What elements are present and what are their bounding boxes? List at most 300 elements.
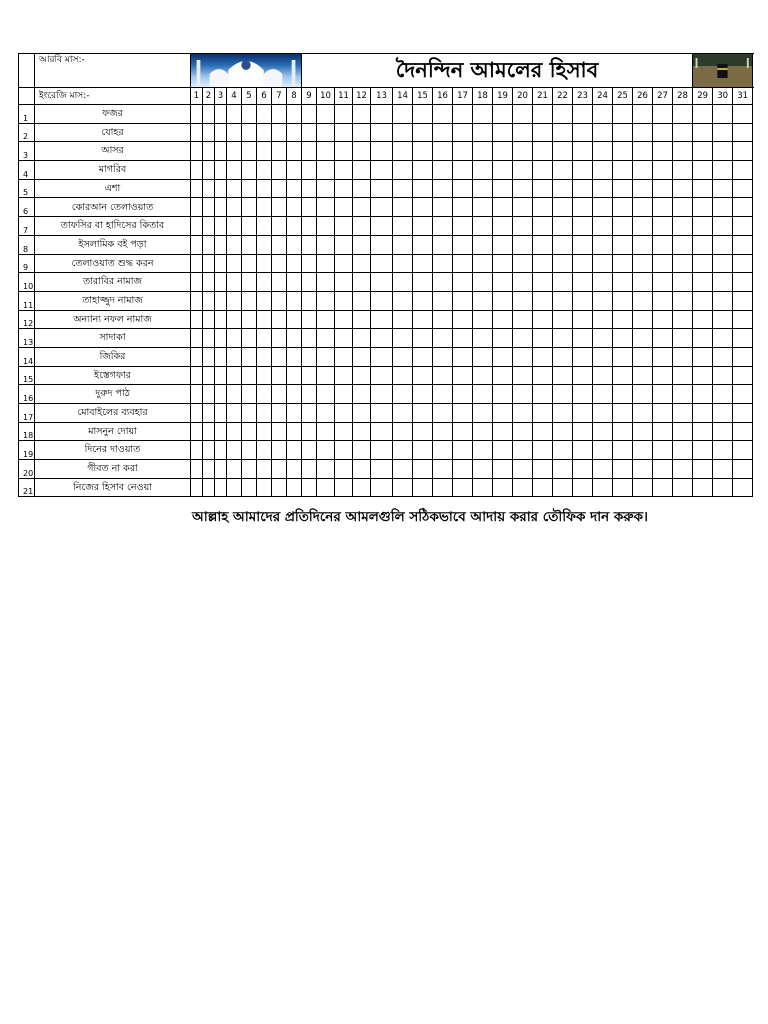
day-check-cell[interactable] <box>733 422 753 441</box>
day-check-cell[interactable] <box>272 422 287 441</box>
day-check-cell[interactable] <box>215 366 227 385</box>
day-check-cell[interactable] <box>673 161 693 180</box>
day-check-cell[interactable] <box>203 478 215 497</box>
day-check-cell[interactable] <box>473 254 493 273</box>
day-check-cell[interactable] <box>453 198 473 217</box>
day-check-cell[interactable] <box>713 291 733 310</box>
day-check-cell[interactable] <box>513 105 533 124</box>
day-check-cell[interactable] <box>287 422 302 441</box>
day-check-cell[interactable] <box>573 179 593 198</box>
day-check-cell[interactable] <box>573 441 593 460</box>
day-check-cell[interactable] <box>613 254 633 273</box>
day-check-cell[interactable] <box>371 123 393 142</box>
day-check-cell[interactable] <box>413 273 433 292</box>
day-check-cell[interactable] <box>633 404 653 423</box>
day-check-cell[interactable] <box>191 179 203 198</box>
day-check-cell[interactable] <box>633 366 653 385</box>
day-check-cell[interactable] <box>633 161 653 180</box>
day-check-cell[interactable] <box>242 273 257 292</box>
day-check-cell[interactable] <box>613 310 633 329</box>
day-check-cell[interactable] <box>693 404 713 423</box>
day-check-cell[interactable] <box>191 422 203 441</box>
day-check-cell[interactable] <box>257 347 272 366</box>
day-check-cell[interactable] <box>371 198 393 217</box>
day-check-cell[interactable] <box>353 198 371 217</box>
day-check-cell[interactable] <box>693 310 713 329</box>
day-check-cell[interactable] <box>433 329 453 348</box>
day-check-cell[interactable] <box>453 273 473 292</box>
day-check-cell[interactable] <box>272 254 287 273</box>
day-check-cell[interactable] <box>633 105 653 124</box>
day-check-cell[interactable] <box>453 142 473 161</box>
day-check-cell[interactable] <box>257 198 272 217</box>
day-check-cell[interactable] <box>493 273 513 292</box>
day-check-cell[interactable] <box>393 161 413 180</box>
day-check-cell[interactable] <box>242 198 257 217</box>
day-check-cell[interactable] <box>287 404 302 423</box>
day-check-cell[interactable] <box>693 105 713 124</box>
day-check-cell[interactable] <box>215 310 227 329</box>
day-check-cell[interactable] <box>317 404 335 423</box>
day-check-cell[interactable] <box>613 460 633 479</box>
day-check-cell[interactable] <box>673 441 693 460</box>
day-check-cell[interactable] <box>413 478 433 497</box>
day-check-cell[interactable] <box>713 441 733 460</box>
day-check-cell[interactable] <box>302 217 317 236</box>
day-check-cell[interactable] <box>513 198 533 217</box>
day-check-cell[interactable] <box>533 235 553 254</box>
day-check-cell[interactable] <box>272 235 287 254</box>
day-check-cell[interactable] <box>713 179 733 198</box>
day-check-cell[interactable] <box>413 179 433 198</box>
day-check-cell[interactable] <box>353 142 371 161</box>
day-check-cell[interactable] <box>493 235 513 254</box>
day-check-cell[interactable] <box>733 366 753 385</box>
day-check-cell[interactable] <box>317 217 335 236</box>
day-check-cell[interactable] <box>353 310 371 329</box>
day-check-cell[interactable] <box>533 179 553 198</box>
day-check-cell[interactable] <box>302 161 317 180</box>
day-check-cell[interactable] <box>393 179 413 198</box>
day-check-cell[interactable] <box>713 404 733 423</box>
day-check-cell[interactable] <box>733 310 753 329</box>
day-check-cell[interactable] <box>613 422 633 441</box>
day-check-cell[interactable] <box>533 385 553 404</box>
day-check-cell[interactable] <box>613 142 633 161</box>
day-check-cell[interactable] <box>533 478 553 497</box>
day-check-cell[interactable] <box>257 105 272 124</box>
day-check-cell[interactable] <box>215 217 227 236</box>
day-check-cell[interactable] <box>203 179 215 198</box>
day-check-cell[interactable] <box>573 422 593 441</box>
day-check-cell[interactable] <box>317 198 335 217</box>
day-check-cell[interactable] <box>613 385 633 404</box>
day-check-cell[interactable] <box>433 478 453 497</box>
day-check-cell[interactable] <box>533 217 553 236</box>
day-check-cell[interactable] <box>433 235 453 254</box>
day-check-cell[interactable] <box>257 404 272 423</box>
day-check-cell[interactable] <box>257 310 272 329</box>
day-check-cell[interactable] <box>203 385 215 404</box>
day-check-cell[interactable] <box>473 198 493 217</box>
day-check-cell[interactable] <box>272 310 287 329</box>
day-check-cell[interactable] <box>353 366 371 385</box>
day-check-cell[interactable] <box>473 478 493 497</box>
day-check-cell[interactable] <box>203 123 215 142</box>
day-check-cell[interactable] <box>317 385 335 404</box>
day-check-cell[interactable] <box>473 404 493 423</box>
day-check-cell[interactable] <box>533 460 553 479</box>
day-check-cell[interactable] <box>215 329 227 348</box>
day-check-cell[interactable] <box>393 254 413 273</box>
day-check-cell[interactable] <box>573 235 593 254</box>
day-check-cell[interactable] <box>227 217 242 236</box>
day-check-cell[interactable] <box>573 123 593 142</box>
day-check-cell[interactable] <box>215 385 227 404</box>
day-check-cell[interactable] <box>272 347 287 366</box>
day-check-cell[interactable] <box>673 179 693 198</box>
day-check-cell[interactable] <box>553 347 573 366</box>
day-check-cell[interactable] <box>335 273 353 292</box>
day-check-cell[interactable] <box>513 422 533 441</box>
day-check-cell[interactable] <box>673 404 693 423</box>
day-check-cell[interactable] <box>713 105 733 124</box>
day-check-cell[interactable] <box>287 291 302 310</box>
day-check-cell[interactable] <box>317 422 335 441</box>
day-check-cell[interactable] <box>573 347 593 366</box>
day-check-cell[interactable] <box>393 123 413 142</box>
day-check-cell[interactable] <box>317 273 335 292</box>
day-check-cell[interactable] <box>371 310 393 329</box>
day-check-cell[interactable] <box>257 273 272 292</box>
day-check-cell[interactable] <box>473 235 493 254</box>
day-check-cell[interactable] <box>553 254 573 273</box>
day-check-cell[interactable] <box>242 385 257 404</box>
day-check-cell[interactable] <box>473 441 493 460</box>
day-check-cell[interactable] <box>413 161 433 180</box>
day-check-cell[interactable] <box>553 198 573 217</box>
day-check-cell[interactable] <box>317 441 335 460</box>
day-check-cell[interactable] <box>653 123 673 142</box>
day-check-cell[interactable] <box>371 254 393 273</box>
day-check-cell[interactable] <box>613 235 633 254</box>
day-check-cell[interactable] <box>473 142 493 161</box>
day-check-cell[interactable] <box>673 217 693 236</box>
day-check-cell[interactable] <box>257 179 272 198</box>
day-check-cell[interactable] <box>733 347 753 366</box>
day-check-cell[interactable] <box>413 105 433 124</box>
day-check-cell[interactable] <box>713 123 733 142</box>
day-check-cell[interactable] <box>573 478 593 497</box>
day-check-cell[interactable] <box>533 366 553 385</box>
day-check-cell[interactable] <box>335 105 353 124</box>
day-check-cell[interactable] <box>335 179 353 198</box>
day-check-cell[interactable] <box>371 478 393 497</box>
day-check-cell[interactable] <box>513 404 533 423</box>
day-check-cell[interactable] <box>371 347 393 366</box>
day-check-cell[interactable] <box>191 291 203 310</box>
day-check-cell[interactable] <box>203 291 215 310</box>
day-check-cell[interactable] <box>413 441 433 460</box>
day-check-cell[interactable] <box>493 460 513 479</box>
day-check-cell[interactable] <box>533 347 553 366</box>
day-check-cell[interactable] <box>215 198 227 217</box>
day-check-cell[interactable] <box>633 142 653 161</box>
day-check-cell[interactable] <box>353 105 371 124</box>
day-check-cell[interactable] <box>673 385 693 404</box>
day-check-cell[interactable] <box>453 404 473 423</box>
day-check-cell[interactable] <box>673 142 693 161</box>
day-check-cell[interactable] <box>433 422 453 441</box>
day-check-cell[interactable] <box>733 161 753 180</box>
day-check-cell[interactable] <box>613 273 633 292</box>
day-check-cell[interactable] <box>473 460 493 479</box>
day-check-cell[interactable] <box>513 366 533 385</box>
day-check-cell[interactable] <box>215 105 227 124</box>
day-check-cell[interactable] <box>593 273 613 292</box>
day-check-cell[interactable] <box>593 478 613 497</box>
day-check-cell[interactable] <box>227 161 242 180</box>
day-check-cell[interactable] <box>453 366 473 385</box>
day-check-cell[interactable] <box>413 123 433 142</box>
day-check-cell[interactable] <box>433 123 453 142</box>
day-check-cell[interactable] <box>371 366 393 385</box>
day-check-cell[interactable] <box>203 329 215 348</box>
day-check-cell[interactable] <box>227 198 242 217</box>
day-check-cell[interactable] <box>513 123 533 142</box>
day-check-cell[interactable] <box>593 329 613 348</box>
day-check-cell[interactable] <box>693 161 713 180</box>
day-check-cell[interactable] <box>533 105 553 124</box>
day-check-cell[interactable] <box>513 478 533 497</box>
day-check-cell[interactable] <box>573 198 593 217</box>
day-check-cell[interactable] <box>393 478 413 497</box>
day-check-cell[interactable] <box>573 217 593 236</box>
day-check-cell[interactable] <box>393 329 413 348</box>
day-check-cell[interactable] <box>653 142 673 161</box>
day-check-cell[interactable] <box>302 478 317 497</box>
day-check-cell[interactable] <box>433 366 453 385</box>
day-check-cell[interactable] <box>733 142 753 161</box>
day-check-cell[interactable] <box>227 273 242 292</box>
day-check-cell[interactable] <box>433 441 453 460</box>
day-check-cell[interactable] <box>633 198 653 217</box>
day-check-cell[interactable] <box>633 273 653 292</box>
day-check-cell[interactable] <box>613 217 633 236</box>
day-check-cell[interactable] <box>302 385 317 404</box>
day-check-cell[interactable] <box>191 478 203 497</box>
day-check-cell[interactable] <box>433 198 453 217</box>
day-check-cell[interactable] <box>317 460 335 479</box>
day-check-cell[interactable] <box>593 179 613 198</box>
day-check-cell[interactable] <box>713 161 733 180</box>
day-check-cell[interactable] <box>453 329 473 348</box>
day-check-cell[interactable] <box>593 366 613 385</box>
day-check-cell[interactable] <box>215 142 227 161</box>
day-check-cell[interactable] <box>227 460 242 479</box>
day-check-cell[interactable] <box>227 404 242 423</box>
day-check-cell[interactable] <box>215 291 227 310</box>
day-check-cell[interactable] <box>272 105 287 124</box>
day-check-cell[interactable] <box>353 179 371 198</box>
day-check-cell[interactable] <box>473 291 493 310</box>
day-check-cell[interactable] <box>593 347 613 366</box>
day-check-cell[interactable] <box>203 347 215 366</box>
day-check-cell[interactable] <box>433 217 453 236</box>
day-check-cell[interactable] <box>242 347 257 366</box>
day-check-cell[interactable] <box>203 235 215 254</box>
day-check-cell[interactable] <box>257 291 272 310</box>
day-check-cell[interactable] <box>302 254 317 273</box>
day-check-cell[interactable] <box>473 347 493 366</box>
day-check-cell[interactable] <box>453 217 473 236</box>
day-check-cell[interactable] <box>287 310 302 329</box>
day-check-cell[interactable] <box>433 273 453 292</box>
day-check-cell[interactable] <box>317 329 335 348</box>
day-check-cell[interactable] <box>317 366 335 385</box>
day-check-cell[interactable] <box>553 123 573 142</box>
day-check-cell[interactable] <box>287 179 302 198</box>
day-check-cell[interactable] <box>693 347 713 366</box>
day-check-cell[interactable] <box>693 123 713 142</box>
day-check-cell[interactable] <box>733 235 753 254</box>
day-check-cell[interactable] <box>653 217 673 236</box>
day-check-cell[interactable] <box>371 179 393 198</box>
day-check-cell[interactable] <box>593 161 613 180</box>
day-check-cell[interactable] <box>473 273 493 292</box>
day-check-cell[interactable] <box>353 478 371 497</box>
day-check-cell[interactable] <box>593 217 613 236</box>
day-check-cell[interactable] <box>573 161 593 180</box>
day-check-cell[interactable] <box>317 291 335 310</box>
day-check-cell[interactable] <box>215 347 227 366</box>
day-check-cell[interactable] <box>393 385 413 404</box>
day-check-cell[interactable] <box>553 366 573 385</box>
day-check-cell[interactable] <box>593 422 613 441</box>
day-check-cell[interactable] <box>513 217 533 236</box>
day-check-cell[interactable] <box>272 366 287 385</box>
day-check-cell[interactable] <box>713 460 733 479</box>
day-check-cell[interactable] <box>335 329 353 348</box>
day-check-cell[interactable] <box>553 291 573 310</box>
day-check-cell[interactable] <box>302 235 317 254</box>
day-check-cell[interactable] <box>242 441 257 460</box>
day-check-cell[interactable] <box>242 235 257 254</box>
day-check-cell[interactable] <box>413 310 433 329</box>
day-check-cell[interactable] <box>693 478 713 497</box>
day-check-cell[interactable] <box>302 347 317 366</box>
day-check-cell[interactable] <box>335 217 353 236</box>
day-check-cell[interactable] <box>673 460 693 479</box>
day-check-cell[interactable] <box>593 404 613 423</box>
day-check-cell[interactable] <box>513 235 533 254</box>
day-check-cell[interactable] <box>353 273 371 292</box>
day-check-cell[interactable] <box>733 123 753 142</box>
day-check-cell[interactable] <box>613 123 633 142</box>
day-check-cell[interactable] <box>653 198 673 217</box>
day-check-cell[interactable] <box>227 478 242 497</box>
day-check-cell[interactable] <box>302 179 317 198</box>
day-check-cell[interactable] <box>215 460 227 479</box>
day-check-cell[interactable] <box>593 385 613 404</box>
day-check-cell[interactable] <box>453 441 473 460</box>
day-check-cell[interactable] <box>257 329 272 348</box>
day-check-cell[interactable] <box>433 347 453 366</box>
day-check-cell[interactable] <box>335 385 353 404</box>
day-check-cell[interactable] <box>553 142 573 161</box>
day-check-cell[interactable] <box>693 366 713 385</box>
day-check-cell[interactable] <box>453 460 473 479</box>
day-check-cell[interactable] <box>493 422 513 441</box>
day-check-cell[interactable] <box>493 198 513 217</box>
day-check-cell[interactable] <box>191 347 203 366</box>
day-check-cell[interactable] <box>227 179 242 198</box>
day-check-cell[interactable] <box>553 161 573 180</box>
day-check-cell[interactable] <box>287 161 302 180</box>
day-check-cell[interactable] <box>473 179 493 198</box>
day-check-cell[interactable] <box>413 254 433 273</box>
day-check-cell[interactable] <box>713 422 733 441</box>
day-check-cell[interactable] <box>613 198 633 217</box>
day-check-cell[interactable] <box>413 198 433 217</box>
day-check-cell[interactable] <box>353 161 371 180</box>
day-check-cell[interactable] <box>317 478 335 497</box>
day-check-cell[interactable] <box>473 329 493 348</box>
day-check-cell[interactable] <box>272 404 287 423</box>
day-check-cell[interactable] <box>287 273 302 292</box>
day-check-cell[interactable] <box>653 105 673 124</box>
day-check-cell[interactable] <box>553 217 573 236</box>
day-check-cell[interactable] <box>733 105 753 124</box>
day-check-cell[interactable] <box>257 254 272 273</box>
day-check-cell[interactable] <box>227 142 242 161</box>
day-check-cell[interactable] <box>242 478 257 497</box>
day-check-cell[interactable] <box>413 142 433 161</box>
day-check-cell[interactable] <box>693 441 713 460</box>
day-check-cell[interactable] <box>573 310 593 329</box>
day-check-cell[interactable] <box>533 254 553 273</box>
day-check-cell[interactable] <box>191 366 203 385</box>
day-check-cell[interactable] <box>287 441 302 460</box>
day-check-cell[interactable] <box>272 273 287 292</box>
day-check-cell[interactable] <box>335 310 353 329</box>
day-check-cell[interactable] <box>473 310 493 329</box>
day-check-cell[interactable] <box>453 105 473 124</box>
day-check-cell[interactable] <box>733 441 753 460</box>
day-check-cell[interactable] <box>733 179 753 198</box>
day-check-cell[interactable] <box>242 105 257 124</box>
day-check-cell[interactable] <box>371 385 393 404</box>
day-check-cell[interactable] <box>433 254 453 273</box>
day-check-cell[interactable] <box>713 217 733 236</box>
day-check-cell[interactable] <box>673 310 693 329</box>
day-check-cell[interactable] <box>553 478 573 497</box>
day-check-cell[interactable] <box>353 254 371 273</box>
day-check-cell[interactable] <box>257 366 272 385</box>
day-check-cell[interactable] <box>733 329 753 348</box>
day-check-cell[interactable] <box>613 291 633 310</box>
day-check-cell[interactable] <box>371 441 393 460</box>
day-check-cell[interactable] <box>191 310 203 329</box>
day-check-cell[interactable] <box>533 441 553 460</box>
day-check-cell[interactable] <box>473 422 493 441</box>
day-check-cell[interactable] <box>371 291 393 310</box>
day-check-cell[interactable] <box>287 329 302 348</box>
day-check-cell[interactable] <box>317 105 335 124</box>
day-check-cell[interactable] <box>713 385 733 404</box>
day-check-cell[interactable] <box>272 329 287 348</box>
day-check-cell[interactable] <box>573 329 593 348</box>
